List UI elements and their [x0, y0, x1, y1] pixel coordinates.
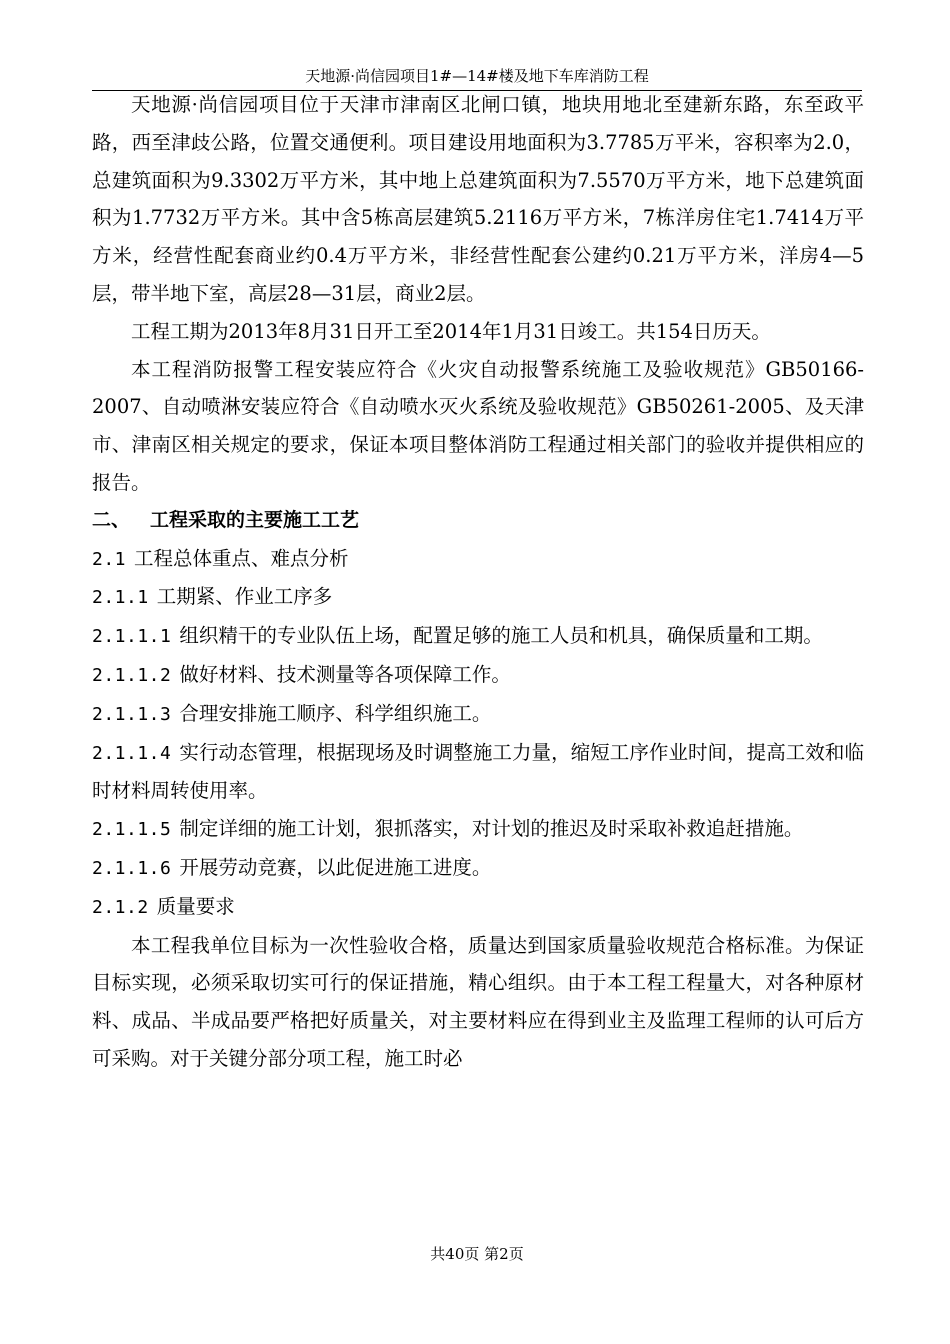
item-number: 2.1.1.6: [92, 857, 172, 879]
item-number: 2.1.1.4: [92, 742, 172, 764]
list-item: [92, 695, 864, 734]
page-footer: 共40页 第2页: [430, 1245, 524, 1263]
item-number: 2.1.1: [92, 587, 149, 609]
list-item: [92, 849, 864, 888]
list-item: [92, 810, 864, 849]
item-text: 做好材料、技术测量等各项保障工作。: [179, 662, 511, 686]
item-text: 工程总体重点、难点分析: [134, 546, 349, 570]
item-text: 合理安排施工顺序、科学组织施工。: [179, 701, 492, 725]
item-number: 2.1.2: [92, 896, 149, 918]
intro-paragraph-standards: 本工程消防报警工程安装应符合《火灾自动报警系统施工及验收规范》GB50166-2007、自动喷淋安装应符合《自动喷水灭火系统及验收规范》GB50261-2005、及天津市、津南区相关规定的要求，保证本项目整体消防工程通过相关部门的验收并提供相应的报告。: [92, 357, 864, 494]
section-number: 二、: [92, 508, 131, 531]
section-title: 工程采取的主要施工工艺: [150, 508, 360, 531]
item-number: 2.1.1.1: [92, 626, 172, 648]
quality-paragraph: 本工程我单位目标为一次性验收合格，质量达到国家质量验收规范合格标准。为保证目标实现，必须采取切实可行的保证措施，精心组织。由于本工程工程量大，对各种原材料、成品、半成品要严格把好质量关，对主要材料应在得到业主及监理工程师的认可后方可采购。对于关键分部分项工程，施工时必: [92, 933, 864, 1070]
page-body: [92, 86, 864, 1078]
intro-paragraph-schedule: 工程工期为2013年8月31日开工至2014年1月31日竣工。共154日历天。: [131, 319, 771, 343]
item-text: 开展劳动竞赛，以此促进施工进度。: [179, 855, 492, 879]
item-number: 2.1.1.3: [92, 703, 172, 725]
item-text: 质量要求: [156, 894, 235, 918]
item-text: 制定详细的施工计划，狠抓落实，对计划的推迟及时采取补救追赶措施。: [179, 817, 804, 841]
page-header: 天地源·尚信园项目1#—14#楼及地下车库消防工程: [305, 67, 649, 85]
item-text: 组织精干的专业队伍上场，配置足够的施工人员和机具，确保质量和工期。: [179, 624, 823, 648]
item-number: 2.1: [92, 548, 127, 570]
list-item: [92, 540, 864, 579]
list-item: [92, 578, 864, 617]
item-text: 实行动态管理，根据现场及时调整施工力量，缩短工序作业时间，提高工效和临时材料周转使用率。: [92, 740, 864, 803]
intro-paragraph-location: 天地源·尚信园项目位于天津市津南区北闸口镇，地块用地北至建新东路，东至政平路，西至津歧公路，位置交通便利。项目建设用地面积为3.7785万平米，容积率为2.0，总建筑面积为9.3302万平方米，其中地上总建筑面积为7.5570万平方米，地下总建筑面积为1.7732万平方米。其中含5栋高层建筑5.2116万平方米，7栋洋房住宅1.7414万平方米，经营性配套商业约0.4万平方米，非经营性配套公建约0.21万平方米，洋房4—5层，带半地下室，高层28—31层，商业2层。: [92, 93, 864, 305]
section-heading: [92, 502, 864, 540]
list-item: [92, 617, 864, 656]
list-item: [92, 734, 864, 811]
item-text: 工期紧、作业工序多: [156, 585, 333, 609]
list-item: [92, 656, 864, 695]
item-number: 2.1.1.2: [92, 664, 172, 686]
list-item: [92, 888, 864, 927]
item-number: 2.1.1.5: [92, 819, 172, 841]
